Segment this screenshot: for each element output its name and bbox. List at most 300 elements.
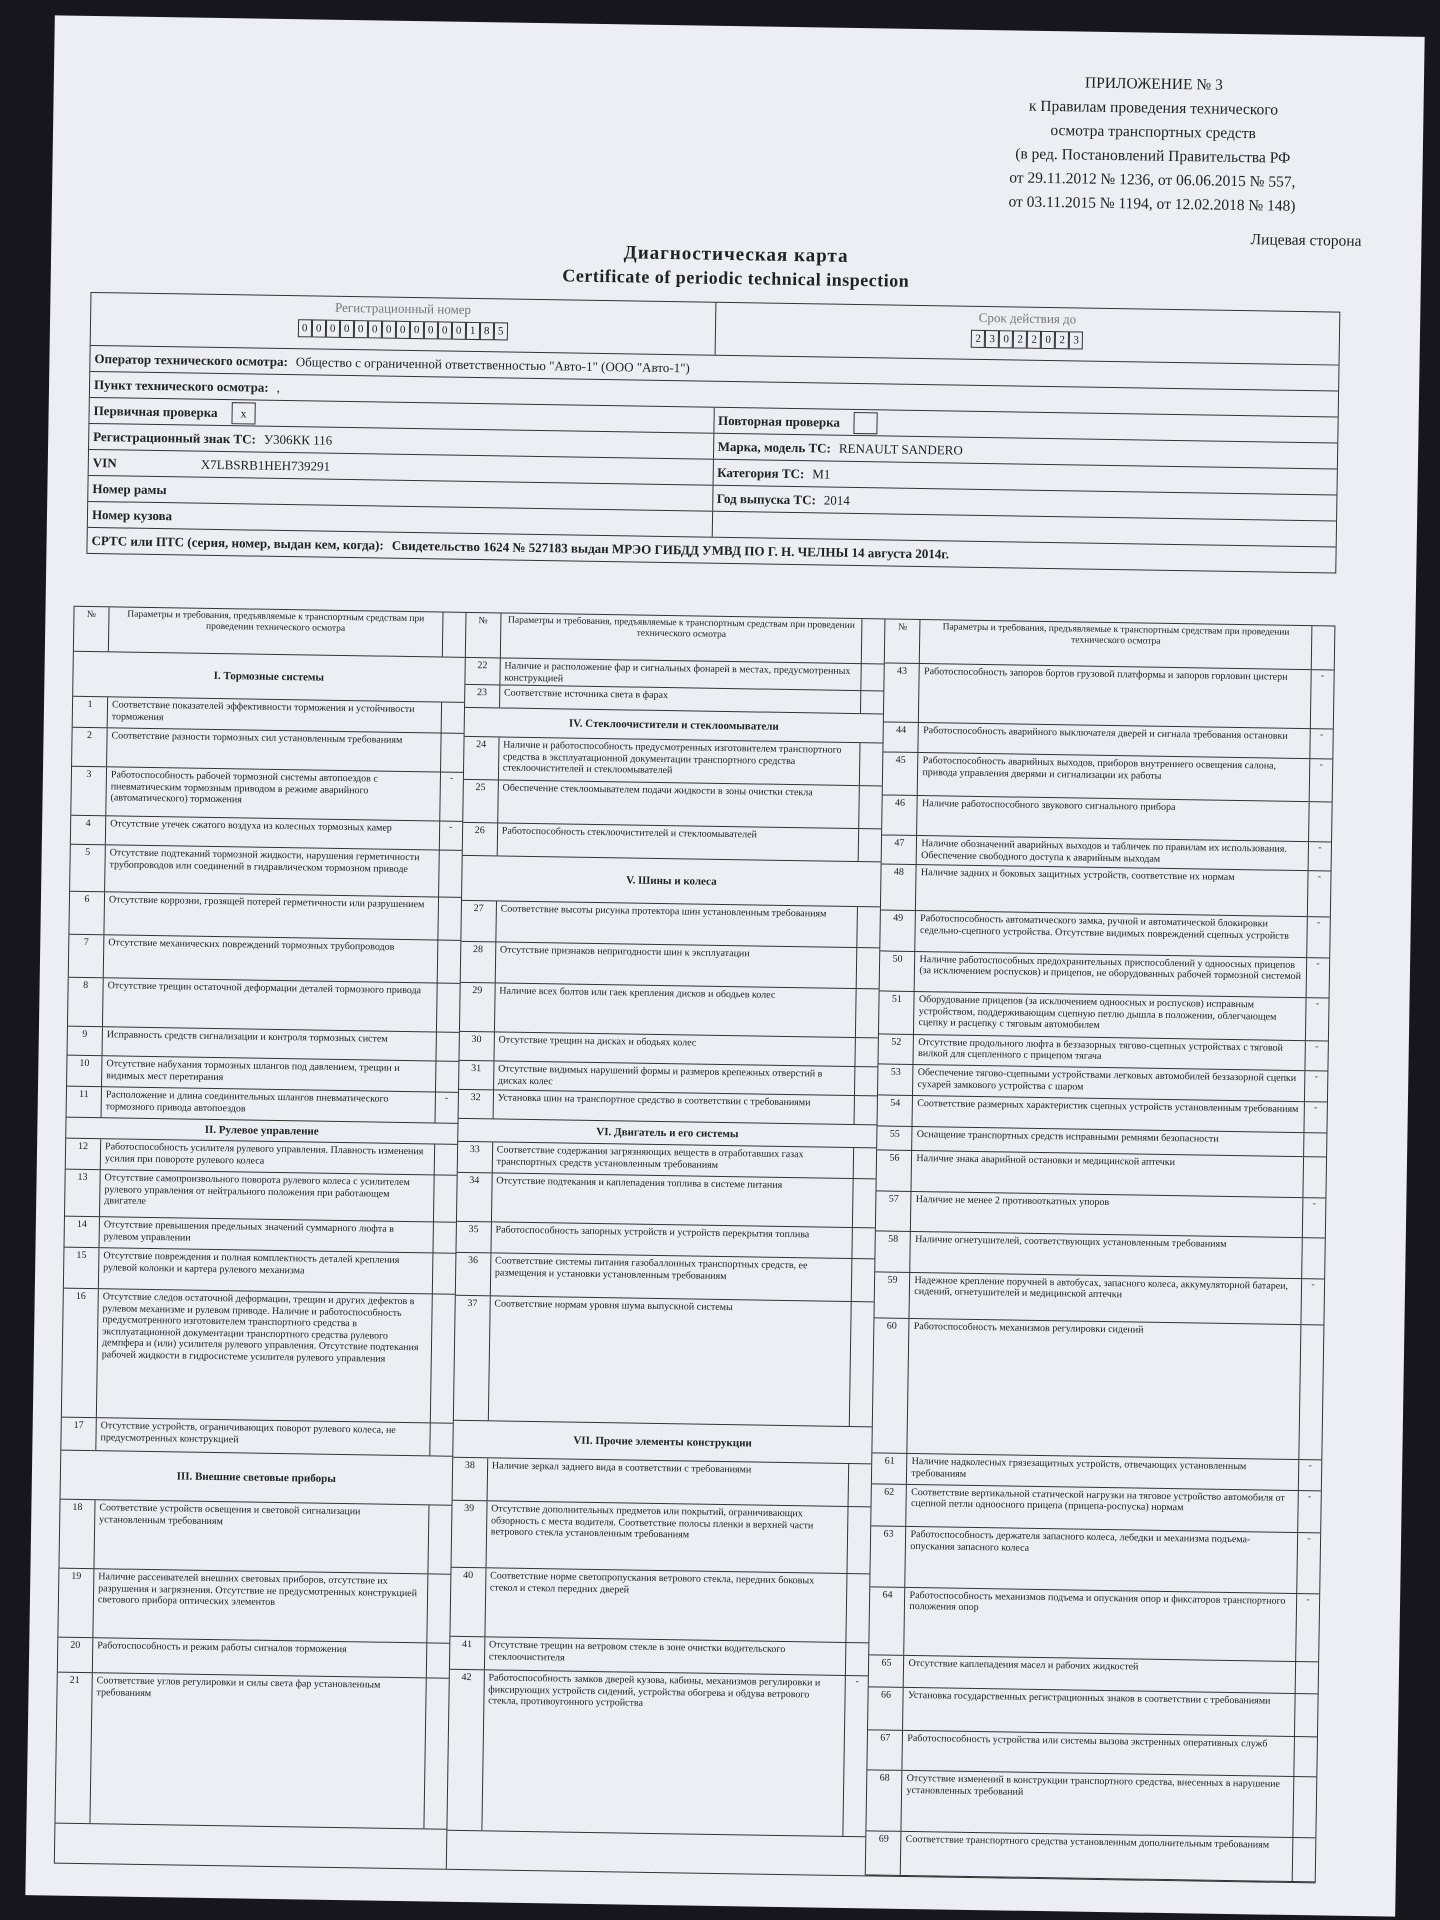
item-mark[interactable] bbox=[438, 897, 461, 939]
item-mark[interactable]: - bbox=[1307, 1533, 1311, 1545]
face-side-label: Лицевая сторона bbox=[1250, 231, 1362, 250]
item-mark[interactable] bbox=[860, 786, 883, 828]
column-header bbox=[885, 619, 1334, 670]
item-mark[interactable] bbox=[427, 1574, 450, 1642]
item-number: 43 bbox=[884, 664, 920, 722]
item-number: 62 bbox=[872, 1484, 908, 1526]
table-row bbox=[447, 1670, 868, 1838]
item-number: 54 bbox=[878, 1095, 913, 1125]
table-row bbox=[460, 983, 879, 1039]
table-column bbox=[866, 619, 1334, 1882]
item-number: 51 bbox=[879, 992, 915, 1034]
item-text: Соответствие транспортного средства установленным дополнительным требованиям bbox=[901, 1831, 1293, 1881]
header-params: Параметры и требования, предъявляемые к транспортным средствам при проведении технического осмотра bbox=[501, 613, 863, 663]
item-number: 58 bbox=[876, 1232, 912, 1272]
digit-box: 0 bbox=[424, 321, 438, 339]
item-text: Соответствие разности тормозных сил установленным требованиям bbox=[107, 728, 441, 771]
item-text: Наличие знака аварийной остановки и медицинской аптечки bbox=[912, 1151, 1304, 1197]
item-text: Соответствие размерных характеристик сцепных устройств установленным требованиям bbox=[913, 1096, 1305, 1132]
table-row bbox=[72, 728, 463, 773]
column-header bbox=[466, 613, 885, 665]
item-number: 65 bbox=[869, 1655, 904, 1687]
item-number: 36 bbox=[456, 1253, 492, 1296]
item-number: 2 bbox=[72, 728, 108, 767]
table-row bbox=[870, 1587, 1320, 1662]
digit-box: 2 bbox=[1055, 331, 1069, 349]
table-row bbox=[62, 1289, 455, 1424]
year-value: 2014 bbox=[823, 491, 851, 508]
item-text: Соответствие показателей эффективности торможения и устойчивости торможения bbox=[108, 697, 442, 732]
digit-box: 0 bbox=[999, 330, 1013, 348]
item-number: 61 bbox=[872, 1454, 907, 1484]
item-mark[interactable] bbox=[856, 989, 879, 1037]
table-row bbox=[450, 1568, 870, 1644]
item-mark[interactable] bbox=[436, 1061, 458, 1091]
item-text: Наличие рассеивателей внешних световых приборов, отсутствие их разрушения и загрязнения. Отсутствие не предусмотренных конструкцией светового прибора оптических элементов bbox=[93, 1569, 428, 1642]
item-mark[interactable] bbox=[428, 1505, 451, 1573]
item-number: 68 bbox=[867, 1771, 903, 1831]
item-mark[interactable]: - bbox=[1318, 842, 1322, 854]
section-heading: VII. Прочие элементы конструкции bbox=[453, 1421, 872, 1465]
item-text: Отсутствие трещин на дисках и ободьях колес bbox=[494, 1032, 856, 1066]
item-number: 30 bbox=[459, 1032, 494, 1061]
table-row bbox=[69, 935, 460, 984]
section-heading: II. Рулевое управление bbox=[66, 1118, 457, 1145]
item-text: Наличие и работоспособность предусмотренных изготовителем транспортного средства в эксплуатационной документации транспортного средства стеклоочистителей и стеклоомывателей bbox=[499, 737, 861, 785]
item-number: 17 bbox=[61, 1418, 96, 1451]
item-number: 12 bbox=[66, 1139, 101, 1170]
item-mark[interactable]: - bbox=[1314, 1102, 1318, 1114]
item-mark[interactable]: - bbox=[444, 1092, 449, 1104]
item-text: Отсутствие изменений в конструкции транспортного средства, внесенных в нарушение установленных требований bbox=[902, 1771, 1294, 1836]
item-number: 15 bbox=[64, 1248, 100, 1289]
item-number: 26 bbox=[462, 823, 497, 856]
item-mark[interactable] bbox=[1304, 1133, 1326, 1157]
item-number: 20 bbox=[58, 1638, 94, 1673]
digit-box: 1 bbox=[466, 322, 480, 340]
year-label: Год выпуска ТС: bbox=[716, 490, 817, 507]
item-text: Отсутствие видимых нарушений формы и размеров крепежных отверстий в дисках колес bbox=[494, 1061, 856, 1095]
item-number: 50 bbox=[880, 951, 916, 991]
item-text: Отсутствие повреждения и полная комплектность деталей крепления рулевой колонки и картера рулевого механизма bbox=[99, 1248, 433, 1293]
item-text: Наличие огнетушителей, соответствующих установленным требованиям bbox=[911, 1232, 1303, 1278]
item-number: 7 bbox=[69, 935, 105, 978]
item-mark[interactable] bbox=[849, 1464, 872, 1506]
item-number: 48 bbox=[881, 864, 917, 910]
item-mark[interactable] bbox=[860, 743, 883, 785]
item-text: Отсутствие набухания тормозных шлангов под давлением, трещин и видимых мест перетирания bbox=[102, 1056, 436, 1091]
appendix-line: (в ред. Постановлений Правительства РФ bbox=[1015, 145, 1291, 167]
item-text: Наличие и расположение фар и сигнальных фонарей в местах, предусмотренных конструкцией bbox=[500, 658, 862, 690]
header-mark bbox=[1312, 626, 1335, 670]
item-text: Соответствие вертикальной статической нагрузки на тяговое устройство автомобиля от сцепной петли одноосного прицепа (прицепа-роспуска) нормам bbox=[907, 1485, 1299, 1533]
item-mark[interactable] bbox=[433, 1253, 456, 1293]
table-row bbox=[875, 1272, 1324, 1325]
item-text: Наличие надколесных грязезащитных устройств, отвечающих установленным требованиям bbox=[907, 1454, 1299, 1490]
item-text: Соответствие устройств освещения и световой сигнализации установленным требованиям bbox=[94, 1500, 429, 1573]
table-column bbox=[447, 613, 886, 1875]
section-heading: VI. Двигатель и его системы bbox=[458, 1119, 877, 1149]
item-number: 32 bbox=[458, 1090, 493, 1119]
item-mark[interactable] bbox=[855, 1067, 877, 1095]
table-row bbox=[876, 1232, 1325, 1280]
item-mark[interactable]: - bbox=[449, 821, 453, 833]
primary-checkbox[interactable]: x bbox=[231, 402, 255, 424]
table-row bbox=[460, 942, 879, 990]
item-mark[interactable]: - bbox=[1320, 670, 1325, 682]
item-text: Соответствие углов регулировки и силы света фар установленным требованиям bbox=[90, 1673, 426, 1828]
operator-label: Оператор технического осмотра: bbox=[94, 350, 288, 369]
item-text: Наличие работоспособного звукового сигнального прибора bbox=[917, 796, 1309, 842]
item-mark[interactable]: - bbox=[1316, 958, 1320, 970]
header-mark bbox=[443, 613, 466, 657]
item-text: Установка шин на транспортное средство в соответствии с требованиями bbox=[493, 1090, 855, 1124]
item-text: Работоспособность механизмов регулировки сидений bbox=[908, 1319, 1302, 1459]
point-label: Пункт технического осмотра: bbox=[93, 376, 269, 395]
item-mark[interactable] bbox=[433, 1222, 455, 1252]
plate-label: Регистрационный знак ТС: bbox=[93, 428, 257, 447]
vin-label: VIN bbox=[92, 454, 117, 470]
digit-box: 0 bbox=[410, 321, 424, 339]
item-text: Отсутствие продольного люфта в беззазорных тягово-сцепных устройствах с тяговой вилкой для сцепленного с прицепом тягача bbox=[914, 1035, 1306, 1071]
item-number: 56 bbox=[877, 1151, 913, 1191]
item-text: Отсутствие коррозии, грозящей потерей герметичности или разрушением bbox=[104, 892, 438, 939]
item-mark[interactable] bbox=[853, 1228, 875, 1258]
make-value: RENAULT SANDERO bbox=[838, 440, 963, 458]
item-number: 49 bbox=[881, 911, 917, 951]
item-mark[interactable]: - bbox=[1307, 1491, 1312, 1503]
item-mark[interactable] bbox=[441, 703, 463, 733]
vehicle-header bbox=[86, 292, 1340, 574]
table-row bbox=[876, 1191, 1325, 1239]
item-text: Работоспособность и режим работы сигналов торможения bbox=[93, 1638, 427, 1677]
item-mark[interactable] bbox=[856, 1038, 878, 1066]
digit-box: 2 bbox=[971, 330, 985, 348]
item-number: 31 bbox=[459, 1061, 494, 1090]
item-number: 60 bbox=[873, 1318, 910, 1453]
section-heading: V. Шины и колеса bbox=[462, 856, 881, 908]
item-mark[interactable] bbox=[846, 1643, 868, 1675]
item-mark[interactable] bbox=[847, 1574, 870, 1642]
item-mark[interactable] bbox=[436, 1032, 458, 1060]
item-mark[interactable] bbox=[1302, 1238, 1325, 1278]
digit-box: 0 bbox=[396, 321, 410, 339]
table-row bbox=[877, 1151, 1326, 1199]
title-ru: Диагностическая карта bbox=[623, 242, 849, 267]
table-row bbox=[464, 737, 883, 787]
item-text: Соответствие высоты рисунка протектора шин установленным требованиям bbox=[496, 901, 858, 947]
category-value: M1 bbox=[812, 465, 831, 482]
table-row bbox=[884, 664, 1333, 729]
item-number: 21 bbox=[55, 1673, 92, 1824]
item-number: 11 bbox=[67, 1087, 102, 1118]
item-text: Соответствие системы питания газобаллонных транспортных средств, ее размещения и установки установленным требованиям bbox=[491, 1253, 853, 1301]
digit-box: 0 bbox=[298, 319, 312, 337]
item-number: 10 bbox=[67, 1056, 102, 1087]
item-text: Работоспособность устройства или системы вызова экстренных оперативных служб bbox=[903, 1731, 1295, 1777]
header-params: Параметры и требования, предъявляемые к транспортным средствам при проведении технического осмотра bbox=[109, 607, 443, 656]
item-mark[interactable] bbox=[434, 1175, 457, 1221]
item-text: Соответствие источника света в фарах bbox=[500, 685, 862, 713]
item-text: Обеспечение стеклоомывателем подачи жидкости в зоны очистки стекла bbox=[498, 780, 860, 828]
srts-label: СРТС или ПТС (серия, номер, выдан кем, когда): bbox=[91, 532, 384, 553]
item-mark[interactable] bbox=[424, 1678, 448, 1828]
table-row bbox=[883, 753, 1332, 802]
item-number: 35 bbox=[456, 1222, 491, 1253]
item-mark[interactable] bbox=[431, 1294, 455, 1422]
item-text: Отсутствие дополнительных предметов или покрытий, ограничивающих обзорность с места водителя. Соответствие полосы пленки в верхней части ветрового стекла установленным требованиям bbox=[486, 1501, 849, 1573]
item-mark[interactable] bbox=[861, 691, 883, 713]
item-mark[interactable] bbox=[1309, 802, 1332, 842]
item-text: Отсутствие признаков непригодности шин к эксплуатации bbox=[495, 942, 857, 988]
item-text: Обеспечение тягово-сцепными устройствами легковых автомобилей беззазорной сцепки сухарей замкового устройства с шаром bbox=[913, 1065, 1305, 1101]
section-heading: III. Внешние световые приборы bbox=[61, 1451, 452, 1506]
item-mark[interactable] bbox=[439, 851, 462, 897]
table-row bbox=[880, 951, 1329, 999]
table-row bbox=[871, 1527, 1320, 1594]
digit-box: 0 bbox=[438, 321, 452, 339]
item-mark[interactable] bbox=[1295, 1694, 1318, 1736]
appendix-line: от 29.11.2012 № 1236, от 06.06.2015 № 557, bbox=[1009, 169, 1296, 191]
item-text: Отсутствие трещин остаточной деформации деталей тормозного привода bbox=[103, 978, 437, 1031]
item-number: 28 bbox=[460, 942, 496, 983]
item-text: Отсутствие превышения предельных значений суммарного люфта в рулевом управлении bbox=[100, 1217, 434, 1252]
item-mark[interactable]: - bbox=[1306, 1593, 1310, 1605]
appendix-line: к Правилам проведения технического bbox=[1028, 97, 1279, 119]
table-row bbox=[881, 911, 1330, 959]
item-mark[interactable] bbox=[1294, 1737, 1317, 1777]
section-heading: I. Тормозные системы bbox=[73, 652, 464, 703]
table-row bbox=[879, 992, 1328, 1041]
table-row bbox=[59, 1500, 451, 1575]
digit-box: 0 bbox=[368, 320, 382, 338]
item-mark[interactable]: - bbox=[1316, 917, 1321, 929]
item-mark[interactable] bbox=[855, 1096, 877, 1124]
digit-box: 3 bbox=[985, 330, 999, 348]
item-text: Наличие не менее 2 противооткатных упоров bbox=[911, 1192, 1303, 1238]
make-label: Марка, модель ТС: bbox=[717, 438, 832, 456]
item-number: 8 bbox=[68, 978, 104, 1027]
validity-digits bbox=[971, 330, 1083, 350]
item-mark[interactable] bbox=[859, 829, 881, 861]
item-number: 44 bbox=[884, 722, 919, 752]
item-number: 64 bbox=[870, 1587, 906, 1655]
item-number: 29 bbox=[460, 983, 496, 1032]
column-filler bbox=[447, 1831, 866, 1876]
item-text: Работоспособность запорных устройств и устройств перекрытия топлива bbox=[491, 1222, 853, 1258]
item-number: 14 bbox=[65, 1217, 100, 1248]
item-number: 63 bbox=[871, 1527, 907, 1587]
item-text: Отсутствие устройств, ограничивающих поворот рулевого колеса, не предусмотренных конструкцией bbox=[96, 1418, 430, 1455]
item-mark[interactable]: - bbox=[1315, 1040, 1319, 1053]
item-mark[interactable]: - bbox=[1319, 759, 1323, 771]
digit-box: 5 bbox=[494, 322, 508, 340]
table-row bbox=[70, 845, 461, 898]
table-row bbox=[463, 780, 882, 830]
primary-label: Первичная проверка bbox=[93, 402, 218, 420]
item-mark[interactable]: - bbox=[1314, 1071, 1319, 1083]
item-mark[interactable] bbox=[437, 983, 460, 1031]
item-mark[interactable] bbox=[848, 1507, 871, 1573]
table-row bbox=[71, 767, 462, 822]
item-number: 13 bbox=[65, 1170, 101, 1217]
item-text: Наличие работоспособных предохранительных приспособлений у одноосных прицепов (за исключением роспусков) и прицепов, не оборудованных рабочей тормозной системой bbox=[915, 952, 1307, 998]
appendix-line: от 03.11.2015 № 1194, от 12.02.2018 № 148) bbox=[1008, 193, 1296, 215]
item-number: 52 bbox=[879, 1034, 914, 1064]
inspection-table bbox=[54, 606, 1336, 1884]
item-number: 27 bbox=[461, 901, 497, 942]
table-row bbox=[882, 795, 1331, 843]
item-mark[interactable] bbox=[854, 1148, 876, 1178]
item-number: 23 bbox=[465, 685, 500, 708]
item-mark[interactable]: - bbox=[1317, 871, 1322, 883]
column-filler bbox=[55, 1824, 446, 1869]
digit-box: 0 bbox=[340, 320, 354, 338]
item-number: 4 bbox=[71, 816, 106, 845]
appendix-line: осмотра транспортных средств bbox=[1050, 122, 1257, 143]
item-mark[interactable]: - bbox=[449, 772, 454, 784]
item-mark[interactable] bbox=[852, 1259, 875, 1301]
item-mark[interactable]: - bbox=[1319, 729, 1324, 741]
item-mark[interactable]: - bbox=[1312, 1197, 1317, 1210]
table-row bbox=[872, 1484, 1321, 1533]
frame-label: Номер рамы bbox=[92, 480, 167, 497]
inspection-sheet bbox=[25, 15, 1424, 1916]
item-number: 69 bbox=[866, 1831, 902, 1875]
table-row bbox=[452, 1458, 871, 1508]
item-text: Отсутствие трещин на ветровом стекле в зоне очистки водительского стеклоочистителя bbox=[485, 1637, 847, 1675]
item-text: Работоспособность усилителя рулевого управления. Плавность изменения усилия при повороте рулевого колеса bbox=[101, 1139, 435, 1174]
item-number: 1 bbox=[73, 697, 108, 728]
digit-box: 0 bbox=[312, 319, 326, 337]
item-text: Соответствие норме светопропускания ветрового стекла, передних боковых стекол и стекол передних дверей bbox=[485, 1568, 848, 1642]
item-text: Работоспособность аварийных выходов, приборов внутреннего освещения салона, привода управления дверями и сигнализации их работы bbox=[918, 753, 1310, 801]
item-number: 42 bbox=[447, 1670, 485, 1831]
item-number: 38 bbox=[452, 1458, 488, 1501]
appendix-line: ПРИЛОЖЕНИЕ № 3 bbox=[1084, 74, 1223, 94]
digit-box: 0 bbox=[382, 321, 396, 339]
item-text: Работоспособность рабочей тормозной системы автопоездов с пневматическим тормозным приводом в режиме аварийного (автоматического) торможения bbox=[106, 767, 440, 820]
validity-label: Срок действия до bbox=[978, 309, 1077, 327]
header-num: № bbox=[74, 607, 110, 652]
item-text: Наличие всех болтов или гаек крепления дисков и ободьев колес bbox=[495, 983, 857, 1037]
item-text: Работоспособность механизмов подъема и опускания опор и фиксаторов транспортного положения опор bbox=[905, 1588, 1298, 1661]
point-value: , bbox=[276, 379, 281, 395]
digit-box: 0 bbox=[1041, 331, 1055, 349]
table-row bbox=[881, 864, 1330, 917]
table-row bbox=[866, 1831, 1315, 1882]
digit-box: 2 bbox=[1027, 331, 1041, 349]
item-mark[interactable] bbox=[1296, 1662, 1318, 1694]
table-row bbox=[64, 1248, 455, 1295]
vin-value: X7LBSRB1HEH739291 bbox=[200, 456, 331, 474]
item-mark[interactable] bbox=[858, 907, 881, 947]
table-row bbox=[867, 1771, 1316, 1838]
table-row bbox=[456, 1253, 875, 1303]
table-row bbox=[868, 1688, 1317, 1737]
item-text: Работоспособность замков дверей кузова, кабины, механизмов регулировки и фиксирующих устройств сидений, устройства обогрева и обдува ветрового стекла, противоугонного устройства bbox=[482, 1670, 846, 1836]
item-mark[interactable] bbox=[1303, 1157, 1326, 1197]
digit-box: 0 bbox=[452, 322, 466, 340]
item-mark[interactable] bbox=[434, 1144, 456, 1174]
category-label: Категория ТС: bbox=[717, 464, 805, 481]
item-mark[interactable] bbox=[441, 734, 464, 772]
item-text: Отсутствие подтекания и каплепадения топлива в системе питания bbox=[492, 1173, 854, 1227]
item-text: Работоспособность запоров бортов грузовой платформы и запоров горловин цистерн bbox=[919, 664, 1311, 727]
item-number: 25 bbox=[463, 780, 499, 823]
item-mark[interactable]: - bbox=[1308, 1460, 1312, 1472]
item-mark[interactable] bbox=[1293, 1838, 1316, 1882]
item-mark[interactable] bbox=[857, 948, 880, 988]
table-row bbox=[868, 1730, 1317, 1778]
table-row bbox=[451, 1501, 871, 1575]
item-mark[interactable] bbox=[1299, 1325, 1323, 1460]
srts-value: Свидетельство 1624 № 527183 выдан МРЭО ГИБДД УМВД ПО Г. Н. ЧЕЛНЫ 14 августа 2014г. bbox=[391, 537, 950, 561]
repeat-checkbox[interactable] bbox=[854, 411, 878, 433]
column-header bbox=[74, 607, 465, 658]
item-number: 47 bbox=[882, 836, 917, 864]
item-text: Наличие задних и боковых защитных устройств, соответствие их нормам bbox=[916, 865, 1308, 917]
header-num: № bbox=[885, 619, 921, 663]
item-text: Работоспособность аварийного выключателя дверей и сигнала требования остановки bbox=[919, 723, 1311, 759]
item-mark[interactable]: - bbox=[855, 1676, 859, 1688]
table-row bbox=[55, 1673, 448, 1830]
item-mark[interactable]: - bbox=[1315, 998, 1320, 1010]
item-text: Установка государственных регистрационных знаков в соответствии с требованиями bbox=[903, 1688, 1295, 1736]
table-row bbox=[461, 901, 880, 949]
reg-number-cell bbox=[91, 293, 716, 355]
item-mark[interactable] bbox=[862, 664, 884, 690]
item-text: Наличие зеркал заднего вида в соответствии с требованиями bbox=[487, 1458, 849, 1506]
table-row bbox=[65, 1170, 456, 1223]
item-text: Отсутствие каплепадения масел и рабочих жидкостей bbox=[904, 1656, 1296, 1694]
item-mark[interactable] bbox=[1293, 1777, 1316, 1837]
item-number: 55 bbox=[878, 1126, 913, 1150]
item-text: Работоспособность держателя запасного колеса, лебедки и механизма подъема-опускания запасного колеса bbox=[906, 1527, 1298, 1592]
item-number: 41 bbox=[450, 1637, 485, 1670]
item-mark[interactable] bbox=[850, 1302, 874, 1426]
item-mark[interactable]: - bbox=[1311, 1278, 1315, 1290]
plate-value: У306КК 116 bbox=[263, 431, 333, 448]
item-text: Отсутствие следов остаточной деформации, трещин и других дефектов в рулевом механизме и рулевом приводе. Наличие и работоспособность предусмотренного изготовителем транспортного средства в эксплуатационной документации транспортного средства рулевого демпфера и (или) усилителя рулевого управления. Отсутствие подтекания рабочей жидкости в гидросистеме усилителя рулевого управления bbox=[97, 1289, 433, 1422]
header-params: Параметры и требования, предъявляемые к транспортным средствам при проведении технического осмотра bbox=[920, 620, 1312, 670]
item-text: Отсутствие подтеканий тормозной жидкости, нарушения герметичности трубопроводов или соединений в гидравлическом тормозном приводе bbox=[105, 845, 439, 896]
reg-number-label: Регистрационный номер bbox=[334, 299, 472, 317]
item-number: 46 bbox=[883, 795, 919, 835]
table-column bbox=[55, 607, 466, 1869]
table-row bbox=[457, 1173, 876, 1229]
table-row bbox=[454, 1296, 875, 1428]
item-text: Наличие обозначений аварийных выходов и табличек по правилам их использования. Обеспечение свободного доступа к аварийным выходам bbox=[917, 836, 1309, 870]
digit-box: 3 bbox=[1069, 331, 1083, 349]
digit-box: 0 bbox=[326, 320, 340, 338]
item-mark[interactable] bbox=[853, 1179, 876, 1227]
item-text: Отсутствие самопроизвольного поворота рулевого колеса с усилителем рулевого управления от нейтрального положения при работающем двигателе bbox=[100, 1170, 434, 1221]
item-mark[interactable] bbox=[437, 940, 460, 982]
item-number: 39 bbox=[451, 1501, 487, 1568]
item-number: 34 bbox=[457, 1173, 493, 1222]
item-number: 22 bbox=[465, 658, 500, 685]
item-number: 6 bbox=[69, 892, 105, 935]
item-number: 37 bbox=[454, 1296, 491, 1421]
item-number: 45 bbox=[883, 753, 919, 795]
digit-box: 2 bbox=[1013, 330, 1027, 348]
item-number: 24 bbox=[464, 737, 500, 780]
digit-box: 0 bbox=[354, 320, 368, 338]
item-mark[interactable] bbox=[427, 1643, 450, 1677]
item-mark[interactable] bbox=[430, 1423, 452, 1455]
appendix-note bbox=[941, 69, 1364, 254]
